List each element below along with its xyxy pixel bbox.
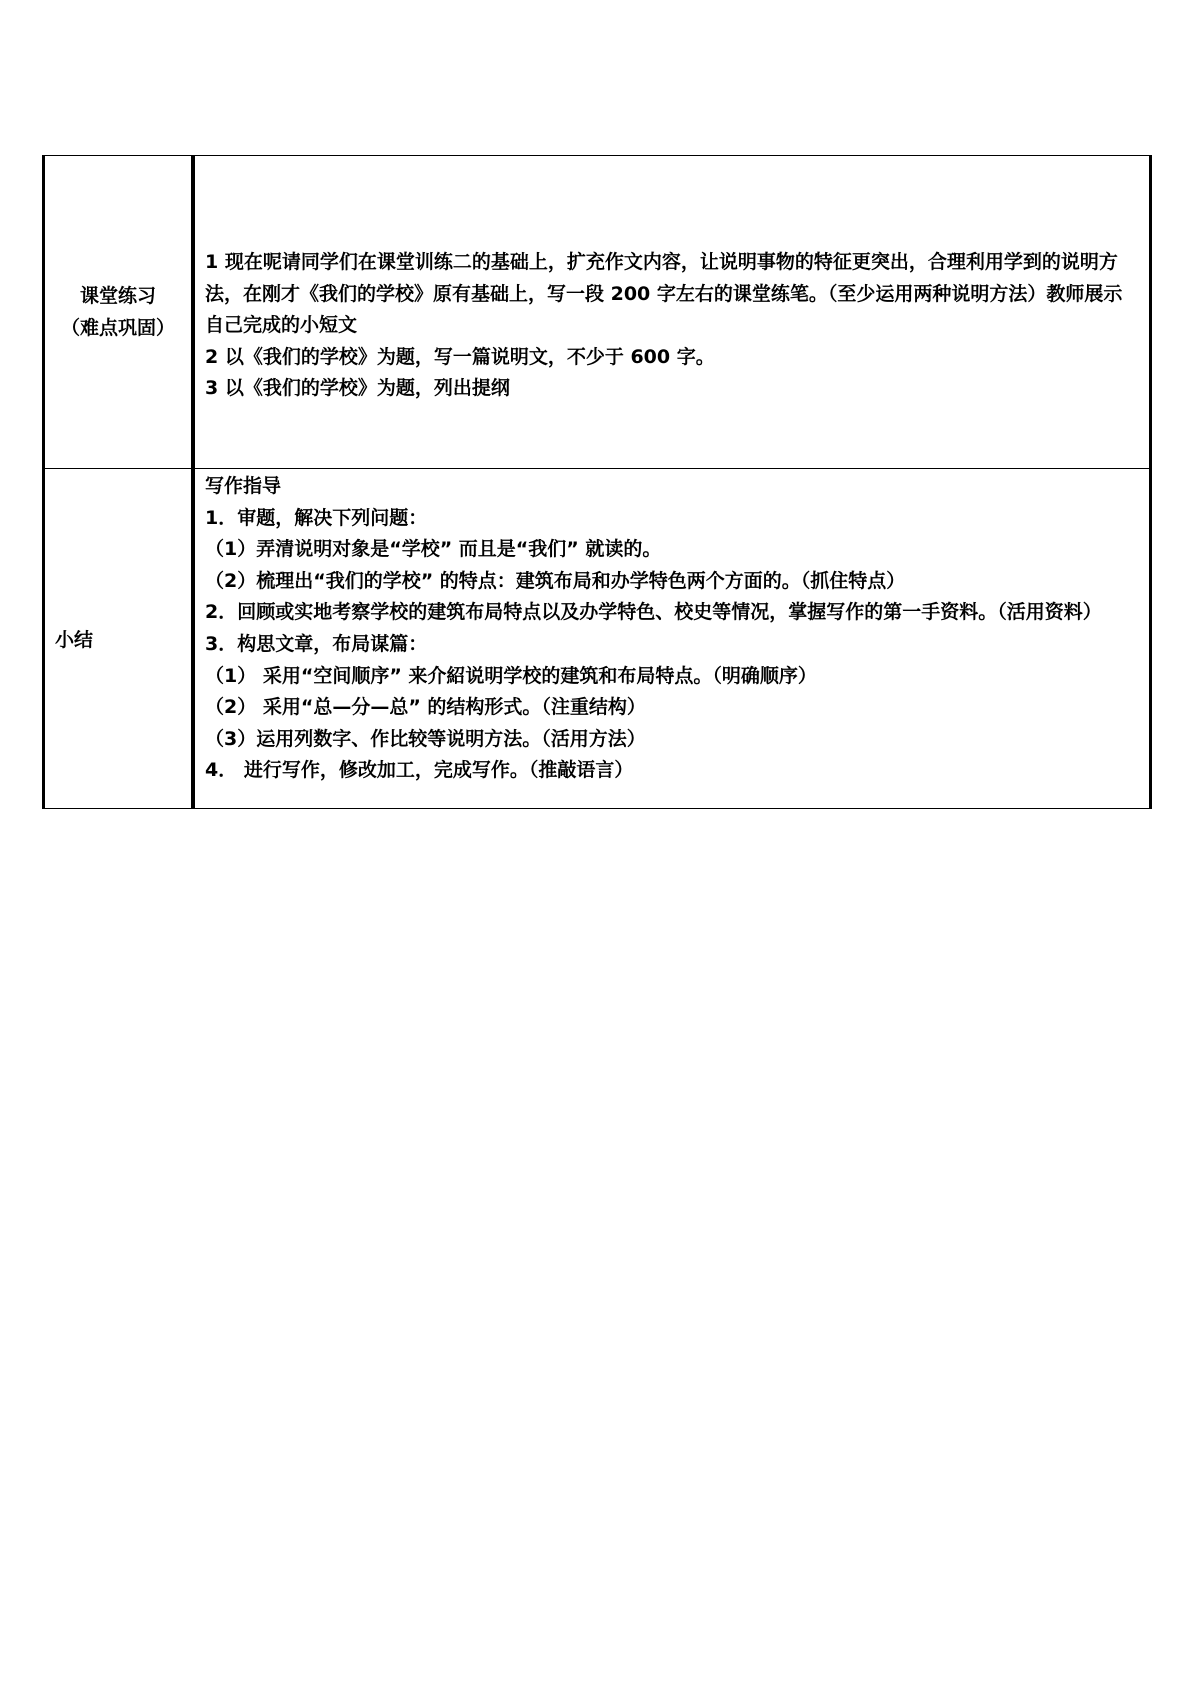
practice-label-cell [44, 156, 194, 469]
practice-item-2: 2 以《我们的学校》为题，写一篇说明文，不少于 600 字。 [205, 345, 715, 368]
summary-item-3-2: （2） 采用“总—分—总” 的结构形式。（注重结构） [205, 696, 646, 719]
summary-item-1-2: （2）梳理出“我们的学校” 的特点：建筑布局和办学特色两个方面的。（抓住特点） [205, 569, 906, 592]
summary-item-2: 2．回顾或实地考察学校的建筑布局特点以及办学特色、校史等情况，掌握写作的第一手资料。（活用资料） [205, 601, 1102, 624]
practice-item-1: 1 现在呢请同学们在课堂训练二的基础上，扩充作文内容，让说明事物的特征更突出，合理利用学到的说明方法，在刚才《我们的学校》原有基础上，写一段 200 字左右的课堂练笔。（至少运用两种说明方法）教师展示自己完成的小短文 [205, 251, 1123, 337]
summary-item-3: 3．构思文章，布局谋篇： [205, 632, 428, 655]
practice-item-3: 3 以《我们的学校》为题，列出提纲 [205, 377, 510, 400]
practice-label-subtitle: （难点巩固） [60, 317, 175, 339]
summary-item-3-1: （1） 采用“空间顺序” 来介紹说明学校的建筑和布局特点。（明确顺序） [205, 664, 817, 687]
summary-content-cell [193, 469, 1151, 809]
summary-heading: 写作指导 [205, 475, 282, 497]
summary-item-4: 4． 进行写作，修改加工，完成写作。（推敲语言） [205, 759, 634, 782]
summary-label-cell [44, 469, 194, 809]
table-row-summary [44, 469, 1151, 809]
summary-label: 小结 [55, 629, 94, 651]
table-row-practice [44, 156, 1151, 469]
summary-item-3-3: （3）运用列数字、作比较等说明方法。（活用方法） [205, 727, 646, 750]
summary-item-1-1: （1）弄清说明对象是“学校” 而且是“我们” 就读的。 [205, 538, 662, 561]
summary-item-1: 1．审题，解决下列问题： [205, 506, 428, 529]
practice-content-cell [193, 156, 1151, 469]
practice-content [205, 171, 1139, 453]
practice-label-title: 课堂练习 [79, 285, 156, 307]
lesson-plan-table [42, 155, 1152, 809]
